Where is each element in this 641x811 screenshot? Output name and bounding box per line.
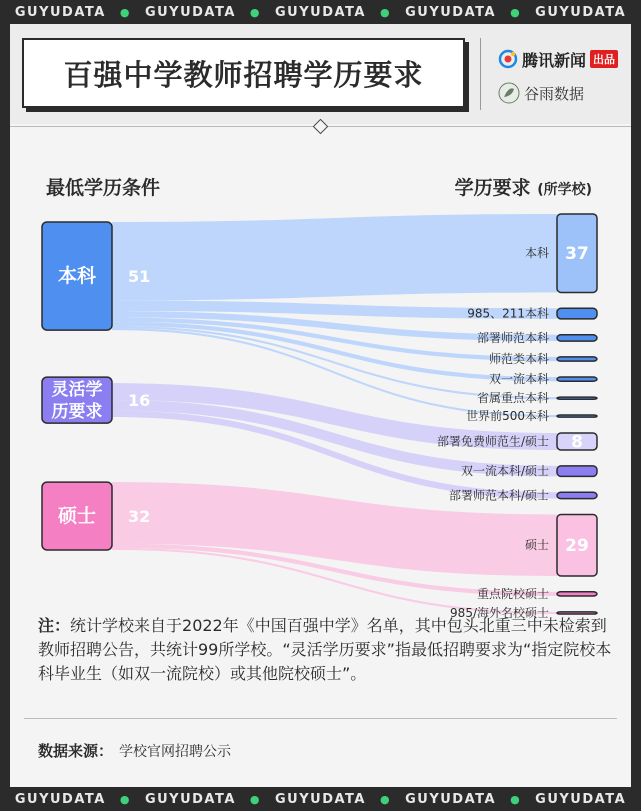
banner-text: GUYUDATA [14, 791, 106, 807]
header-divider [480, 38, 481, 110]
source-text: 学校官网招聘公示 [119, 744, 232, 760]
target-node-label: 部署免费师范生/硕士 [436, 434, 549, 449]
source-node-value: 32 [128, 507, 151, 527]
sankey-flow [112, 214, 557, 300]
right-column-title: 学历要求 (所学校) [454, 177, 592, 199]
target-node-label: 部署师范本科/硕士 [448, 488, 549, 503]
tencent-news-logo [498, 46, 618, 72]
banner-text: GUYUDATA [405, 791, 497, 807]
banner-text: GUYUDATA [535, 791, 627, 807]
banner-text: GUYUDATA [275, 791, 366, 807]
target-node-label: 双一流本科/硕士 [460, 464, 549, 479]
target-node-label: 本科 [524, 246, 549, 261]
footnote-label: 注： [38, 616, 71, 635]
banner-text: GUYUDATA [405, 4, 497, 20]
footnote [38, 614, 618, 686]
source-node-label: 灵活学 [51, 380, 103, 401]
bottom-banner [0, 787, 641, 811]
target-node [557, 415, 597, 417]
target-node-label: 部署师范本科 [476, 330, 549, 345]
header [10, 24, 631, 124]
source-node-value: 16 [128, 391, 151, 411]
target-node-label: 世界前500本科 [466, 409, 549, 424]
right-column-title-unit: (所学校) [537, 182, 592, 198]
banner-dot-icon: ● [119, 5, 131, 19]
target-node-label: 师范类本科 [488, 352, 549, 367]
footnote-text: 统计学校来自于2022年《中国百强中学》名单，其中包头北重三中未检索到教师招聘公告，共统计99所学校。“灵活学历要求”指最低招聘要求为“指定院校本科毕业生（如双一流院校）或其他院校硕士”。 [38, 616, 612, 683]
target-node-value: 29 [565, 536, 589, 557]
source-node-label: 历要求 [51, 402, 103, 423]
target-node [557, 397, 597, 399]
banner-text: GUYUDATA [275, 4, 366, 20]
page-title: 百强中学教师招聘学历要求 [63, 57, 424, 92]
target-node [557, 335, 597, 341]
source-node-value: 51 [128, 267, 151, 287]
target-node [557, 357, 597, 361]
guyu-data-logo [498, 80, 584, 106]
banner-text: GUYUDATA [144, 4, 236, 20]
target-node [557, 466, 597, 477]
tencent-news-icon [498, 49, 518, 69]
left-column-title: 最低学历条件 [46, 177, 161, 199]
target-node [557, 492, 597, 498]
banner-dot-icon: ● [379, 5, 392, 19]
source-node-label: 本科 [57, 265, 97, 288]
banner-text: GUYUDATA [535, 4, 627, 20]
banner-dot-icon: ● [249, 5, 262, 19]
target-node-label: 双一流本科 [488, 372, 549, 387]
banner-text: GUYUDATA [144, 791, 236, 807]
target-node-value: 37 [565, 244, 589, 265]
logo-text: 谷雨数据 [524, 84, 585, 103]
source-label: 数据来源： [38, 742, 114, 760]
sankey-chart [10, 134, 631, 620]
target-node [557, 308, 597, 319]
banner-dot-icon: ● [119, 792, 131, 806]
guyu-leaf-icon [498, 82, 520, 104]
infographic-card [10, 24, 631, 787]
target-node-label: 硕士 [524, 538, 549, 553]
logo-badge: 出品 [590, 50, 618, 68]
logo-text: 腾讯新闻 [522, 50, 587, 70]
banner-dot-icon: ● [510, 792, 522, 806]
footnote-divider [24, 718, 617, 719]
banner-dot-icon: ● [249, 792, 262, 806]
banner-text: GUYUDATA [14, 4, 106, 20]
target-node [557, 377, 597, 381]
banner-dot-icon: ● [510, 5, 522, 19]
source-node-label: 硕士 [57, 505, 97, 528]
target-node-value: 8 [571, 432, 583, 453]
data-source [38, 740, 231, 761]
target-node-label: 重点院校硕士 [476, 586, 549, 601]
top-banner [0, 0, 641, 24]
title-box [22, 38, 465, 108]
target-node-label: 985/海外名校硕士 [450, 605, 549, 620]
target-node-label: 省属重点本科 [476, 391, 549, 406]
target-node [557, 592, 597, 596]
target-node-label: 985、211本科 [467, 306, 549, 321]
banner-dot-icon: ● [379, 792, 392, 806]
